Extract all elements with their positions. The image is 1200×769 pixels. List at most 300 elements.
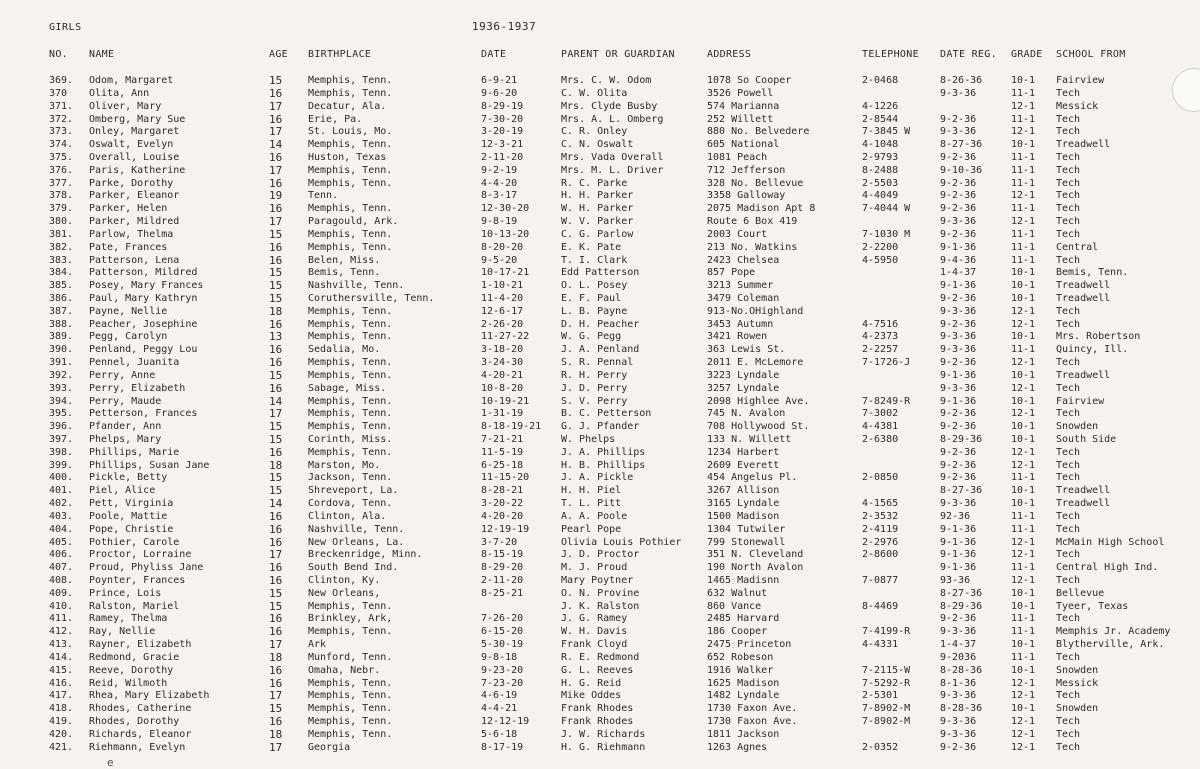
table-row [0, 164, 1200, 177]
table-row [0, 741, 1200, 754]
cell-no: 375. [49, 151, 74, 163]
cell-grade: 11-1 [1011, 626, 1036, 638]
table-row [0, 113, 1200, 126]
cell-birthplace: Memphis, Tenn. [308, 139, 393, 151]
cell-parent: M. J. Proud [561, 562, 628, 574]
cell-name: Onley, Margaret [89, 126, 180, 138]
cell-age: 16 [269, 676, 283, 690]
cell-telephone: 2-4119 [862, 523, 899, 535]
cell-telephone: 4-4331 [862, 639, 899, 651]
cell-date-reg: 9-2-36 [940, 741, 977, 753]
cell-grade: 11-1 [1011, 113, 1036, 125]
page-label: GIRLS [49, 22, 82, 33]
cell-date-reg: 8-1-36 [940, 677, 977, 689]
table-row [0, 625, 1200, 638]
cell-school-from: Tech [1056, 716, 1081, 727]
cell-name: Parker, Eleanor [89, 190, 180, 202]
cell-date: 5-6-18 [481, 728, 518, 740]
cell-birthplace: Memphis, Tenn. [308, 446, 393, 458]
cell-name: Parlow, Thelma [89, 228, 174, 240]
cell-grade: 11-1 [1011, 228, 1036, 240]
cell-no: 405. [49, 536, 74, 548]
cell-birthplace: South Bend Ind. [308, 562, 399, 574]
table-row [0, 395, 1200, 408]
col-address: ADDRESS [707, 49, 752, 60]
cell-grade: 12-1 [1011, 408, 1036, 420]
table-row [0, 125, 1200, 138]
cell-address: 213 No. Watkins [707, 241, 798, 253]
cell-birthplace: Georgia [308, 741, 351, 753]
cell-school-from: Tech [1056, 151, 1081, 163]
cell-address: 799 Stonewall [707, 536, 786, 548]
cell-school-from: Tech [1056, 613, 1081, 625]
cell-address: 2475 Princeton [707, 639, 792, 651]
cell-date: 3-24-30 [481, 357, 524, 368]
cell-grade: 12-1 [1011, 741, 1036, 753]
cell-grade: 10-1 [1011, 703, 1036, 715]
cell-no: 370 [49, 87, 68, 99]
col-name: NAME [89, 49, 115, 60]
cell-address: 3165 Lyndale [707, 498, 780, 510]
cell-date-reg: 93-36 [940, 575, 971, 586]
cell-grade: 11-1 [1011, 177, 1036, 189]
cell-grade: 10-1 [1011, 600, 1036, 612]
cell-no: 373. [49, 126, 74, 138]
cell-address: 3358 Galloway [707, 190, 786, 202]
table-row [0, 651, 1200, 664]
cell-parent: G. L. Reeves [561, 664, 634, 676]
cell-age: 16 [269, 522, 283, 536]
cell-birthplace: Memphis, Tenn. [308, 87, 393, 99]
cell-parent: J. A. Penland [561, 344, 640, 356]
cell-date-reg: 8-27-36 [940, 485, 983, 497]
cell-telephone: 2-0352 [862, 741, 899, 753]
cell-no: 371. [49, 100, 74, 112]
cell-date-reg: 9-2-36 [940, 228, 977, 240]
cell-age: 18 [269, 727, 283, 741]
cell-telephone: 8-2488 [862, 164, 899, 176]
cell-date-reg: 9-3-36 [940, 382, 977, 394]
cell-telephone: 2-2200 [862, 241, 899, 253]
cell-telephone: 7-5292-R [862, 677, 911, 689]
cell-no: 411. [49, 613, 74, 625]
cell-name: Omberg, Mary Sue [89, 113, 186, 125]
cell-address: 857 Pope [707, 267, 756, 279]
cell-no: 378. [49, 190, 74, 202]
cell-parent: R. E. Redmond [561, 651, 640, 663]
col-telephone: TELEPHONE [862, 49, 919, 60]
cell-date: 1-10-21 [481, 280, 524, 292]
cell-grade: 10-1 [1011, 421, 1036, 433]
cell-date: 10-8-20 [481, 382, 524, 394]
cell-no: 401. [49, 485, 74, 497]
cell-school-from: Tech [1056, 190, 1081, 202]
cell-date-reg: 9-2-36 [940, 203, 977, 215]
cell-no: 369. [49, 75, 74, 86]
cell-grade: 11-1 [1011, 472, 1036, 484]
cell-no: 382. [49, 241, 74, 253]
cell-name: Oliver, Mary [89, 100, 162, 112]
cell-age: 17 [269, 689, 283, 703]
col-parent: PARENT OR GUARDIAN [561, 49, 675, 60]
cell-grade: 10-1 [1011, 331, 1036, 343]
cell-name: Paris, Katherine [89, 164, 186, 176]
table-row [0, 151, 1200, 164]
cell-parent: C. W. Olita [561, 87, 628, 99]
cell-parent: Mrs. Vada Overall [561, 151, 664, 163]
table-row [0, 279, 1200, 292]
cell-date: 8-20-20 [481, 241, 524, 253]
cell-date: 9-8-18 [481, 651, 518, 663]
cell-address: 913-No.OHighland [707, 305, 804, 317]
cell-name: Redmond, Gracie [89, 651, 180, 663]
cell-grade: 11-1 [1011, 164, 1036, 176]
cell-date-reg: 9-3-36 [940, 126, 977, 138]
cell-age: 16 [269, 509, 283, 523]
cell-school-from: Snowden [1056, 664, 1099, 676]
cell-age: 16 [269, 202, 283, 216]
cell-telephone: 2-8600 [862, 549, 899, 561]
cell-grade: 12-1 [1011, 126, 1036, 138]
cell-birthplace: Memphis, Tenn. [308, 318, 393, 330]
cell-no: 397. [49, 434, 74, 445]
cell-birthplace: Memphis, Tenn. [308, 369, 393, 381]
cell-parent: O. N. Provine [561, 587, 640, 599]
cell-birthplace: Bemis, Tenn. [308, 267, 381, 279]
table-row [0, 254, 1200, 267]
cell-address: 1078 So Cooper [707, 75, 792, 86]
cell-parent: Mrs. C. W. Odom [561, 75, 652, 86]
cell-school-from: Central [1056, 241, 1099, 253]
cell-school-from: Bellevue [1056, 587, 1105, 599]
table-row [0, 715, 1200, 728]
cell-date-reg: 9-2-36 [940, 446, 977, 458]
cell-address: 2011 E. McLemore [707, 357, 804, 368]
cell-no: 389. [49, 331, 74, 343]
cell-no: 409. [49, 587, 74, 599]
cell-grade: 11-1 [1011, 523, 1036, 535]
cell-school-from: Central High Ind. [1056, 562, 1159, 574]
cell-telephone: 4-5950 [862, 254, 899, 266]
cell-address: 2485 Harvard [707, 613, 780, 625]
cell-name: Perry, Maude [89, 395, 162, 407]
cell-telephone: 7-4044 W [862, 203, 911, 215]
cell-date-reg: 9-2-36 [940, 190, 977, 202]
cell-no: 391. [49, 357, 74, 368]
cell-age: 15 [269, 74, 283, 87]
cell-birthplace: Munford, Tenn. [308, 651, 393, 663]
cell-name: Pickle, Betty [89, 472, 168, 484]
cell-name: Reeve, Dorothy [89, 664, 174, 676]
cell-date: 4-4-20 [481, 177, 518, 189]
cell-telephone: 4-4381 [862, 421, 899, 433]
cell-parent: Frank Cloyd [561, 639, 628, 651]
cell-school-from: Tech [1056, 651, 1081, 663]
cell-date: 9-2-19 [481, 164, 518, 176]
cell-date: 6-25-18 [481, 459, 524, 471]
cell-address: 1916 Walker [707, 664, 774, 676]
cell-age: 15 [269, 702, 283, 716]
cell-address: 1730 Faxon Ave. [707, 703, 798, 715]
cell-school-from: Tech [1056, 690, 1081, 702]
cell-date-reg: 1-4-37 [940, 639, 977, 651]
cell-address: 2423 Chelsea [707, 254, 780, 266]
cell-date-reg: 9-3-36 [940, 728, 977, 740]
cell-no: 390. [49, 344, 74, 356]
col-school-from: SCHOOL FROM [1056, 49, 1126, 60]
cell-date: 2-26-20 [481, 318, 524, 330]
cell-name: Rhodes, Dorothy [89, 716, 180, 727]
cell-date: 3-7-20 [481, 536, 518, 548]
cell-no: 402. [49, 498, 74, 510]
cell-school-from: Tyeer, Texas [1056, 600, 1129, 612]
cell-grade: 11-1 [1011, 241, 1036, 253]
cell-address: 133 N. Willett [707, 434, 792, 445]
cell-telephone: 4-1226 [862, 100, 899, 112]
cell-school-from: Treadwell [1056, 280, 1111, 292]
table-row [0, 343, 1200, 356]
table-row [0, 433, 1200, 446]
cell-birthplace: New Orleans, La. [308, 536, 405, 548]
cell-age: 15 [269, 599, 283, 613]
cell-school-from: Tech [1056, 177, 1081, 189]
cell-name: Phillips, Susan Jane [89, 459, 210, 471]
cell-no: 412. [49, 626, 74, 638]
cell-parent: Mrs. M. L. Driver [561, 164, 664, 176]
cell-address: 3453 Autumn [707, 318, 774, 330]
cell-date: 4-4-21 [481, 703, 518, 715]
table-row [0, 664, 1200, 677]
cell-birthplace: Corinth, Miss. [308, 434, 393, 445]
cell-birthplace: Memphis, Tenn. [308, 164, 393, 176]
cell-name: Paul, Mary Kathryn [89, 292, 198, 304]
cell-date: 1-31-19 [481, 408, 524, 420]
cell-name: Rayner, Elizabeth [89, 639, 192, 651]
cell-age: 16 [269, 240, 283, 254]
table-row [0, 548, 1200, 561]
cell-date: 10-19-21 [481, 395, 530, 407]
cell-grade: 11-1 [1011, 344, 1036, 356]
table-row [0, 241, 1200, 254]
cell-age: 17 [269, 163, 283, 177]
cell-name: Rhodes, Catherine [89, 703, 192, 715]
cell-address: 3213 Summer [707, 280, 774, 292]
cell-telephone: 2-2257 [862, 344, 899, 356]
table-row [0, 74, 1200, 87]
cell-age: 16 [269, 535, 283, 549]
cell-grade: 12-1 [1011, 305, 1036, 317]
table-row [0, 612, 1200, 625]
cell-address: 454 Angelus Pl. [707, 472, 798, 484]
cell-birthplace: Decatur, Ala. [308, 100, 387, 112]
cell-no: 392. [49, 369, 74, 381]
cell-parent: Mrs. Clyde Busby [561, 100, 658, 112]
cell-school-from: McMain High School [1056, 536, 1165, 548]
cell-school-from: Fairview [1056, 75, 1105, 86]
cell-age: 16 [269, 561, 283, 575]
cell-birthplace: Clinton, Ky. [308, 575, 381, 586]
cell-no: 387. [49, 305, 74, 317]
cell-parent: J. A. Pickle [561, 472, 634, 484]
cell-telephone: 7-8249-R [862, 395, 911, 407]
cell-grade: 12-1 [1011, 549, 1036, 561]
cell-birthplace: Memphis, Tenn. [308, 421, 393, 433]
cell-no: 407. [49, 562, 74, 574]
cell-address: 860 Vance [707, 600, 762, 612]
cell-birthplace: Breckenridge, Minn. [308, 549, 423, 561]
cell-school-from: Treadwell [1056, 292, 1111, 304]
cell-no: 379. [49, 203, 74, 215]
cell-birthplace: Coruthersville, Tenn. [308, 292, 435, 304]
cell-birthplace: St. Louis, Mo. [308, 126, 393, 138]
cell-grade: 10-1 [1011, 280, 1036, 292]
cell-name: Ramey, Thelma [89, 613, 168, 625]
cell-birthplace: Nashville, Tenn. [308, 280, 405, 292]
cell-birthplace: Memphis, Tenn. [308, 408, 393, 420]
cell-address: 351 N. Cleveland [707, 549, 804, 561]
table-row [0, 87, 1200, 100]
cell-age: 15 [269, 420, 283, 434]
cell-birthplace: Memphis, Tenn. [308, 716, 393, 727]
cell-name: Oswalt, Evelyn [89, 139, 174, 151]
cell-school-from: South Side [1056, 434, 1117, 445]
cell-telephone: 2-3532 [862, 510, 899, 522]
cell-birthplace: Memphis, Tenn. [308, 626, 393, 638]
cell-no: 376. [49, 164, 74, 176]
cell-grade: 12-1 [1011, 459, 1036, 471]
cell-school-from: Treadwell [1056, 485, 1111, 497]
cell-telephone: 7-0877 [862, 575, 899, 586]
cell-date: 12-6-17 [481, 305, 524, 317]
cell-parent: Frank Rhodes [561, 703, 634, 715]
cell-telephone: 7-8902-M [862, 703, 911, 715]
cell-age: 15 [269, 291, 283, 305]
cell-birthplace: Ark [308, 639, 327, 651]
cell-age: 19 [269, 189, 283, 203]
cell-age: 15 [269, 471, 283, 485]
margin-mark: e [107, 756, 114, 769]
cell-parent: D. H. Peacher [561, 318, 640, 330]
table-row [0, 638, 1200, 651]
cell-parent: R. C. Parke [561, 177, 628, 189]
cell-no: 413. [49, 639, 74, 651]
cell-school-from: Tech [1056, 164, 1081, 176]
cell-no: 410. [49, 600, 74, 612]
cell-parent: H. B. Phillips [561, 459, 646, 471]
cell-age: 13 [269, 330, 283, 344]
cell-grade: 10-1 [1011, 267, 1036, 279]
cell-no: 388. [49, 318, 74, 330]
cell-no: 374. [49, 139, 74, 151]
cell-no: 380. [49, 216, 74, 227]
cell-address: 1081 Peach [707, 151, 768, 163]
cell-name: Payne, Nellie [89, 305, 168, 317]
cell-age: 15 [269, 586, 283, 600]
cell-address: 186 Cooper [707, 626, 768, 638]
cell-address: 1500 Madison [707, 510, 780, 522]
cell-name: Parker, Helen [89, 203, 168, 215]
cell-no: 396. [49, 421, 74, 433]
cell-date: 8-29-20 [481, 562, 524, 574]
cell-age: 16 [269, 317, 283, 331]
cell-grade: 12-1 [1011, 536, 1036, 548]
cell-date-reg: 8-29-36 [940, 434, 983, 445]
cell-no: 398. [49, 446, 74, 458]
cell-age: 18 [269, 304, 283, 318]
cell-date: 11-27-22 [481, 331, 530, 343]
cell-age: 16 [269, 343, 283, 357]
cell-school-from: Mrs. Robertson [1056, 331, 1141, 343]
cell-school-from: Tech [1056, 357, 1081, 368]
cell-address: 1465 Madisnn [707, 575, 780, 586]
cell-grade: 10-1 [1011, 587, 1036, 599]
cell-grade: 12-1 [1011, 216, 1036, 227]
cell-no: 408. [49, 575, 74, 586]
cell-date-reg: 9-3-36 [940, 331, 977, 343]
cell-telephone: 7-1030 M [862, 228, 911, 240]
cell-telephone: 2-0468 [862, 75, 899, 86]
cell-grade: 12-1 [1011, 382, 1036, 394]
cell-birthplace: Memphis, Tenn. [308, 241, 393, 253]
cell-no: 416. [49, 677, 74, 689]
cell-school-from: Messick [1056, 100, 1099, 112]
cell-no: 394. [49, 395, 74, 407]
cell-school-from: Tech [1056, 523, 1081, 535]
cell-parent: J. W. Richards [561, 728, 646, 740]
cell-date-reg: 8-27-36 [940, 587, 983, 599]
cell-no: 372. [49, 113, 74, 125]
cell-date: 8-29-19 [481, 100, 524, 112]
cell-telephone: 7-4199-R [862, 626, 911, 638]
cell-age: 15 [269, 484, 283, 498]
cell-date: 6-15-20 [481, 626, 524, 638]
cell-name: Riehmann, Evelyn [89, 741, 186, 753]
cell-date: 8-3-17 [481, 190, 518, 202]
cell-parent: H. G. Riehmann [561, 741, 646, 753]
cell-date-reg: 9-3-36 [940, 216, 977, 227]
cell-date: 12-19-19 [481, 523, 530, 535]
cell-parent: J. D. Proctor [561, 549, 640, 561]
cell-school-from: Tech [1056, 254, 1081, 266]
table-row [0, 407, 1200, 420]
cell-date-reg: 8-28-36 [940, 664, 983, 676]
cell-name: Pegg, Carolyn [89, 331, 168, 343]
cell-address: 745 N. Avalon [707, 408, 786, 420]
cell-address: 1263 Agnes [707, 741, 768, 753]
cell-name: Poynter, Frances [89, 575, 186, 586]
cell-school-from: Tech [1056, 446, 1081, 458]
cell-date: 8-18-19-21 [481, 421, 542, 433]
cell-date-reg: 8-27-36 [940, 139, 983, 151]
cell-parent: J. A. Phillips [561, 446, 646, 458]
cell-birthplace: Memphis, Tenn. [308, 177, 393, 189]
cell-name: Phelps, Mary [89, 434, 162, 445]
cell-birthplace: Memphis, Tenn. [308, 331, 393, 343]
table-row [0, 356, 1200, 369]
cell-telephone: 7-3002 [862, 408, 899, 420]
cell-age: 17 [269, 740, 283, 754]
table-row [0, 189, 1200, 202]
table-row [0, 369, 1200, 382]
cell-age: 17 [269, 638, 283, 652]
cell-name: Olita, Ann [89, 87, 150, 99]
cell-address: 1811 Jackson [707, 728, 780, 740]
cell-date: 12-3-21 [481, 139, 524, 151]
cell-age: 18 [269, 458, 283, 472]
cell-parent: L. B. Payne [561, 305, 628, 317]
cell-date: 2-11-20 [481, 575, 524, 586]
cell-date: 9-23-20 [481, 664, 524, 676]
